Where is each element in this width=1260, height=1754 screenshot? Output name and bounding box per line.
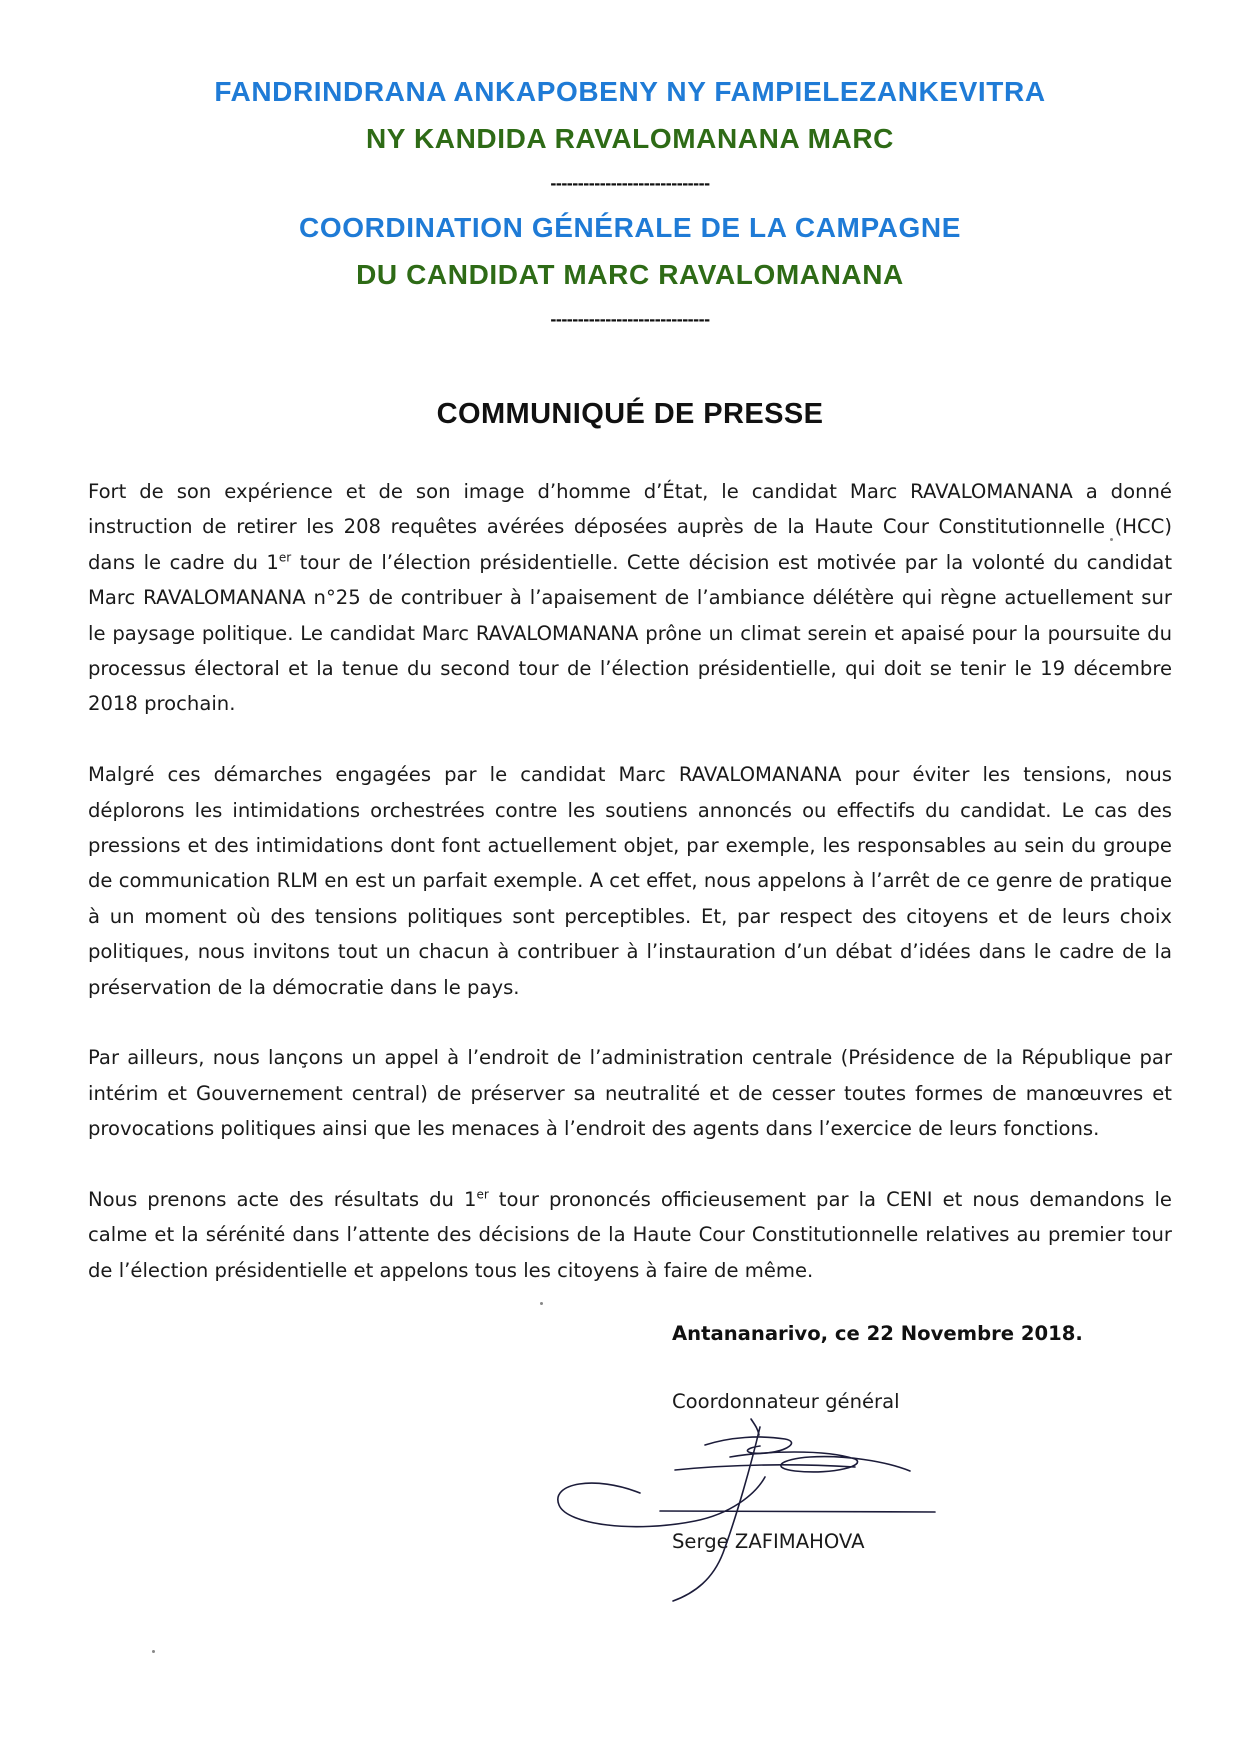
scan-speck: [152, 1650, 155, 1653]
signatory-role: Coordonnateur général: [672, 1390, 900, 1413]
document-body: [88, 474, 1172, 1324]
header-line-4: DU CANDIDAT MARC RAVALOMANANA: [356, 259, 904, 290]
paragraph-1-superscript: er: [278, 550, 292, 565]
paragraph-4: [88, 1182, 1172, 1288]
paragraph-4-part-b: tour prononcés officieusement par la CENI et nous demandons le calme et la sérénité dans l’attente des décisions de la Haute Cour Constitutionnelle relatives au premier tour de l’élection présidentielle et appelons tous les citoyens à faire de même.: [88, 1188, 1172, 1282]
paragraph-4-superscript: er: [476, 1187, 489, 1202]
handwritten-signature: [555, 1415, 955, 1605]
header-line-1: FANDRINDRANA ANKAPOBENY NY FAMPIELEZANKEVITRA: [214, 76, 1046, 107]
place-and-date: Antananarivo, ce 22 Novembre 2018.: [672, 1322, 1083, 1345]
paragraph-1-part-a: Fort de son expérience et de son image d’homme d’État, le candidat Marc RAVALOMANANA a donné instruction de retirer les 208 requêtes avérées déposées auprès de la Haute Cour Constitutionnelle (HCC) dans le cadre du 1: [88, 480, 1172, 574]
paragraph-1-part-b: tour de l’élection présidentielle. Cette décision est motivée par la volonté du candidat Marc RAVALOMANANA n°25 de contribuer à l’apaisement de l’ambiance délétère qui règne actuellement sur le paysage politique. Le candidat Marc RAVALOMANANA prône un climat serein et apaisé pour la poursuite du processus électoral et la tenue du second tour de l’élection présidentielle, qui doit se tenir le 19 décembre 2018 prochain.: [88, 550, 1172, 716]
paragraph-2: Malgré ces démarches engagées par le candidat Marc RAVALOMANANA pour éviter les tensions, nous déplorons les intimidations orchestrées contre les soutiens annoncés ou effectifs du candidat. Le cas des pressions et des intimidations dont font actuellement objet, par exemple, les responsables au sein du groupe de communication RLM en est un parfait exemple. A cet effet, nous appelons à l’arrêt de ce genre de pratique à un moment où des tensions politiques sont perceptibles. Et, par respect des citoyens et de leurs choix politiques, nous invitons tout un chacun à contribuer à l’instauration d’un débat d’idées dans le cadre de la préservation de la démocratie dans le pays.: [88, 763, 1172, 999]
header-separator-1: -----------------------------: [550, 173, 710, 193]
header-separator-2: -----------------------------: [550, 309, 710, 329]
signatory-name: Serge ZAFIMAHOVA: [672, 1530, 865, 1553]
scan-speck: [1110, 538, 1113, 541]
paragraph-4-part-a: Nous prenons acte des résultats du 1: [88, 1188, 477, 1212]
paragraph-1: [88, 474, 1172, 722]
letterhead: [0, 68, 1260, 340]
header-line-3: COORDINATION GÉNÉRALE DE LA CAMPAGNE: [299, 212, 961, 243]
paragraph-3: Par ailleurs, nous lançons un appel à l’endroit de l’administration centrale (Présidence de la République par intérim et Gouvernement central) de préserver sa neutralité et de cesser toutes formes de manœuvres et provocations politiques ainsi que les menaces à l’endroit des agents dans l’exercice de leurs fonctions.: [88, 1046, 1172, 1141]
scan-speck: [540, 1302, 543, 1305]
document-title: COMMUNIQUÉ DE PRESSE: [436, 398, 824, 430]
header-line-2: NY KANDIDA RAVALOMANANA MARC: [365, 123, 895, 154]
